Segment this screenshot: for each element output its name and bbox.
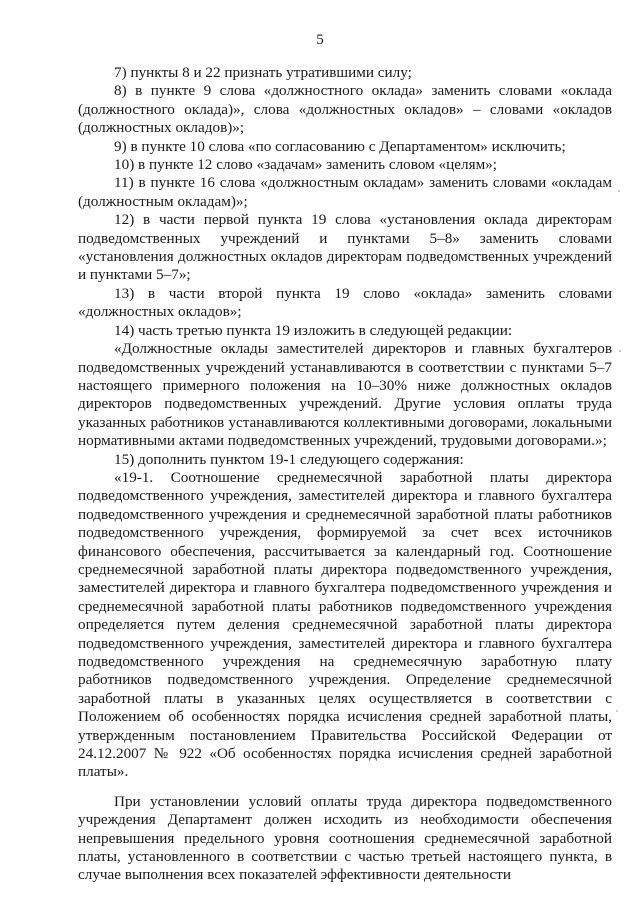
page-number: 5 — [316, 32, 324, 48]
paragraph-item-11: 11) в пункте 16 слова «должностным окладам» заменить словами «окладам (должностным окладам)»; — [78, 174, 612, 210]
quoted-paragraph-19-1: «19-1. Соотношение среднемесячной заработной платы директора подведомственного учреждения, заместителей директора и главного бухгалтера подведомственного учреждения и среднемесячной заработной платы работников подведомственного учреждения, формируемой за счет всех источников финансового обеспечения, рассчитывается за календарный год. Соотношение среднемесячной заработной платы директора подведомственного учреждения, заместителей директора и главного бухгалтера подведомственного учреждения и среднемесячной заработной платы работников подведомственного учреждения определяется путем деления среднемесячной заработной платы директора подведомственного учреждения, заместителей директора и главного бухгалтера подведомственного учреждения на среднемесячную заработную плату работников подведомственного учреждения. Определение среднемесячной заработной платы в указанных целях осуществляется в соответствии с Положением об особенностях порядка исчисления средней заработной платы, утвержденным постановлением Правительства Российской Федерации от 24.12.2007 № 922 «Об особенностях порядка исчисления средней заработной платы». — [78, 468, 612, 781]
scan-speck — [616, 710, 618, 712]
scan-speck — [619, 350, 621, 352]
paragraph-director-pay-conditions: При установлении условий оплаты труда директора подведомственного учреждения Департамент должен исходить из необходимости обеспечения непревышения предельного уровня соотношения среднемесячной заработной платы, установленного в соответствии с частью третьей настоящего пункта, в случае выполнения всех показателей эффективности деятельности — [78, 792, 612, 884]
scan-speck — [618, 190, 620, 192]
quoted-paragraph-19-part-3: «Должностные оклады заместителей директоров и главных бухгалтеров подведомственных учреждений устанавливаются в соответствии с пунктами 5–7 настоящего примерного положения на 10–30% ниже должностных окладов директоров подведомственных учреждений. Другие условия оплаты труда указанных работников устанавливаются коллективными договорами, локальными нормативными актами подведомственных учреждений, трудовыми договорами.»; — [78, 340, 612, 450]
document-body — [78, 64, 612, 885]
paragraph-item-9: 9) в пункте 10 слова «по согласованию с Департаментом» исключить; — [114, 137, 566, 155]
paragraph-item-15: 15) дополнить пунктом 19-1 следующего содержания: — [114, 450, 464, 468]
paragraph-item-13: 13) в части второй пункта 19 слово «оклада» заменить словами «должностных окладов»; — [78, 284, 612, 321]
paragraph-item-14: 14) часть третью пункта 19 изложить в следующей редакции: — [114, 321, 513, 339]
paragraph-item-8: 8) в пункте 9 слова «должностного оклада» заменить словами «оклада (должностного оклада)», слова «должностных окладов» – словами «окладов (должностных окладов)»; — [78, 82, 612, 137]
paragraph-item-7: 7) пункты 8 и 22 признать утратившими силу; — [114, 64, 412, 81]
paragraph-item-10: 10) в пункте 12 слово «задачам» заменить словом «целям»; — [114, 156, 497, 174]
paragraph-item-12: 12) в части первой пункта 19 слова «установления оклада директорам подведомственных учреждений и пунктами 5–8» заменить словами «установления должностных окладов директорам подведомственных учреждений и пунктами 5–7»; — [78, 211, 612, 284]
